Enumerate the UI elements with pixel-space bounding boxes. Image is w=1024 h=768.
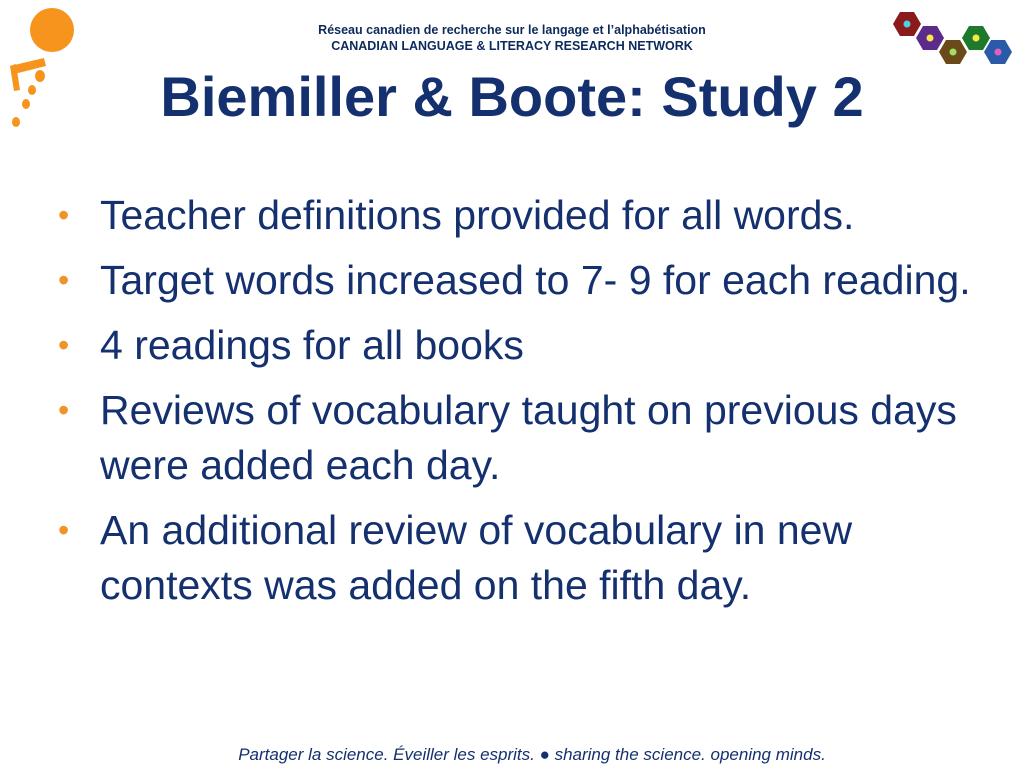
bullet-marker: • xyxy=(58,327,70,363)
bullet-marker: • xyxy=(58,392,70,428)
bullet-text: 4 readings for all books xyxy=(100,322,524,368)
organization-name-english: CANADIAN LANGUAGE & LITERACY RESEARCH NETWORK xyxy=(331,39,693,53)
bullet-item xyxy=(58,188,978,243)
bullet-text: An additional review of vocabulary in new contexts was added on the fifth day. xyxy=(100,507,853,608)
bullet-item xyxy=(58,503,978,613)
bullet-item xyxy=(58,318,978,373)
bullet-text: Reviews of vocabulary taught on previous days were added each day. xyxy=(100,387,957,488)
bullet-item xyxy=(58,383,978,493)
slide-title: Biemiller & Boote: Study 2 xyxy=(160,65,864,128)
bullet-item xyxy=(58,253,978,308)
bullet-text: Target words increased to 7- 9 for each reading. xyxy=(100,257,971,303)
footer-tagline: Partager la science. Éveiller les esprits. ● sharing the science. opening minds. xyxy=(238,745,826,764)
bullet-marker: • xyxy=(58,197,70,233)
bullet-marker: • xyxy=(58,262,70,298)
organization-name-french: Réseau canadien de recherche sur le langage et l’alphabétisation xyxy=(318,23,706,37)
organization-header xyxy=(0,22,1024,54)
bullet-marker: • xyxy=(58,512,70,548)
bullet-list xyxy=(58,188,978,623)
bullet-text: Teacher definitions provided for all words. xyxy=(100,192,855,238)
